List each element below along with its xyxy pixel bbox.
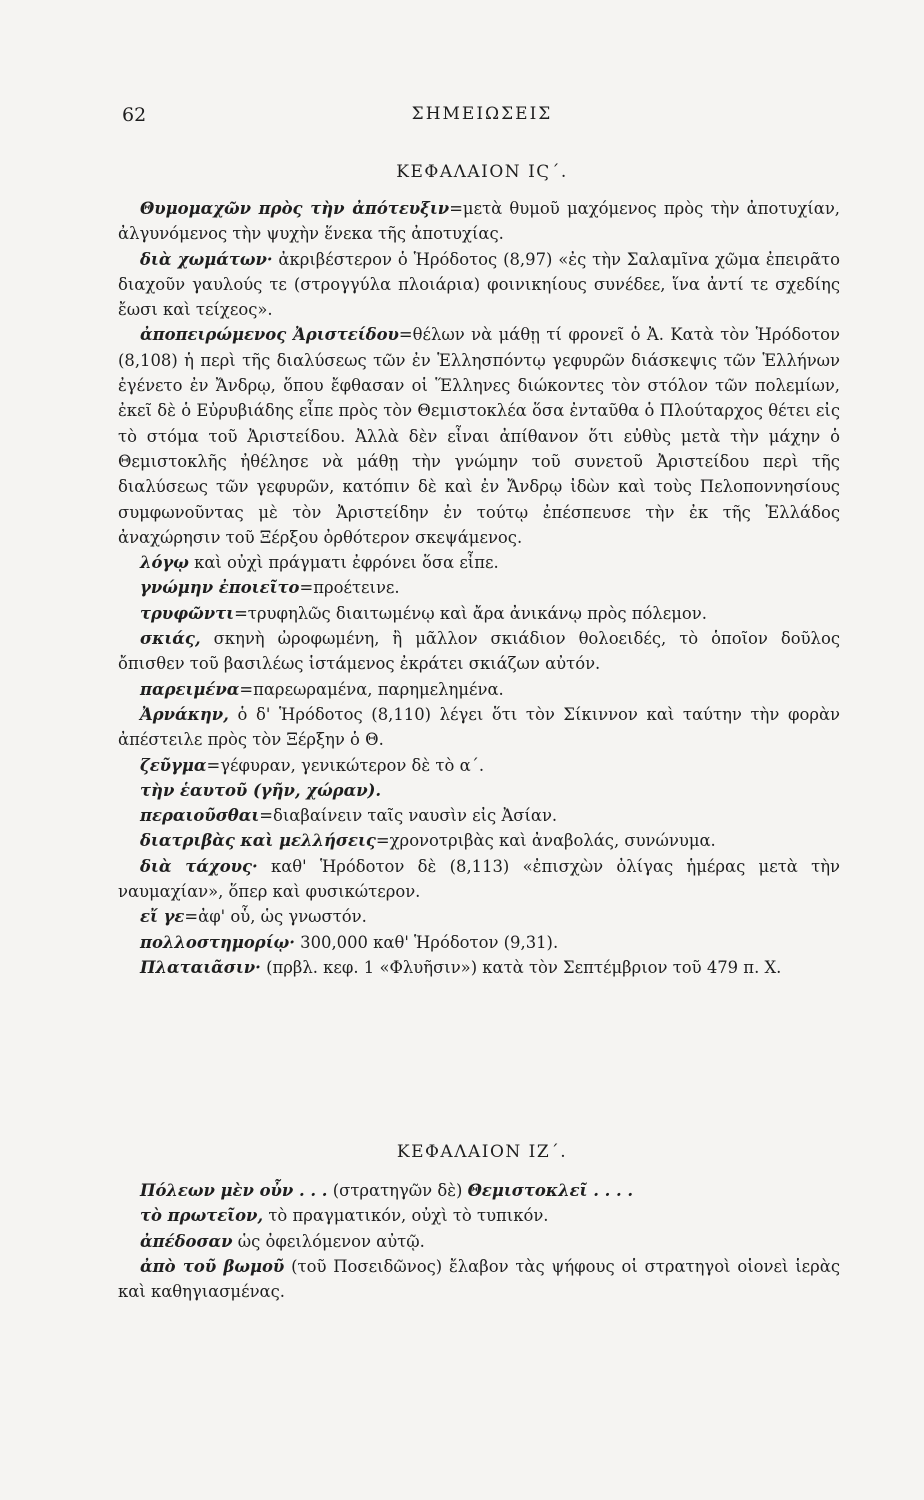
note-lemma: Θυμομαχῶν πρὸς τὴν ἀπότευξιν — [140, 199, 450, 218]
note-lemma: πολλοστημορίῳ· — [140, 932, 295, 952]
note-text: =θέλων νὰ μάθῃ τί φρονεῖ ὁ Ἀ. Κατὰ τὸν Ἡρόδοτον (8,108) ἡ περὶ τῆς διαλύσεως τῶν ἐν Ἑλλησπόντῳ γεφυρῶν διάσκεψις τῶν Ἑλλήνων ἐγένετο ἐν Ἄνδρῳ, ὅπου ἔφθασαν οἱ Ἕλληνες διώκοντες τὸν στόλον τῶν πολεμίων, ἐκεῖ δὲ ὁ Εὐρυβιάδης εἶπε πρὸς τὸν Θεμιστοκλέα ὅσα ἐνταῦθα ὁ Πλούταρχος θέτει εἰς τὸ στόμα τοῦ Ἀριστείδου. Ἀλλὰ δὲν εἶναι ἀπίθανον ὅτι εὐθὺς μετὰ τὴν μάχην ὁ Θεμιστοκλῆς ἠθέλησε νὰ μάθῃ τὴν γνώμην τοῦ συνετοῦ Ἀριστείδου περὶ τῆς διαλύσεως τῶν γεφυρῶν, κατόπιν δὲ καὶ ἐν Ἄνδρῳ ἰδὼν καὶ τοὺς Πελοποννησίους συμφωνοῦντας μὲ τὸν Ἀριστείδην ἐν τούτῳ ἐπέσπευσε τὴν ἐκ τῆς Ἑλλάδος ἀναχώρησιν τοῦ Ξέρξου ὀρθότερον σκεψάμενος. — [118, 325, 840, 547]
note-text: καθ' Ἡρόδοτον δὲ (8,113) «ἐπισχὼν ὀλίγας ἡμέρας μετὰ τὴν ναυμαχίαν», ὅπερ καὶ φυσικώτερον. — [118, 856, 840, 902]
note-entry — [118, 828, 840, 853]
note-entry — [118, 904, 840, 929]
note-entry — [118, 677, 840, 702]
note-lemma: ἀποπειρώμενος Ἀριστείδου — [140, 325, 399, 345]
note-text: =προέτεινε. — [299, 578, 400, 598]
note-entry — [118, 854, 840, 905]
note-lemma: παρειμένα — [140, 679, 240, 699]
note-lemma: ἀπέδοσαν — [140, 1231, 233, 1251]
note-entry — [118, 702, 840, 753]
note-text: (στρατηγῶν δὲ) — [327, 1181, 468, 1200]
note-entry — [118, 601, 840, 626]
note-entry — [118, 550, 840, 575]
chapter-17-notes — [118, 1178, 840, 1304]
note-lemma: ζεῦγμα — [140, 755, 207, 775]
note-text: ἀκριβέστερον ὁ Ἡρόδοτος (8,97) «ἐς τὴν Σαλαμῖνα χῶμα ἐπειρᾶτο διαχοῦν γαυλούς τε (στρογγύλα πλοιάρια) φοινικηίους συνέδεε, ἵνα ἀντί τε σχεδίης ἔωσι καὶ τείχεος». — [118, 249, 840, 320]
note-text: =γέφυραν, γενικώτερον δὲ τὸ α΄. — [206, 755, 485, 775]
note-text: ὁ δ' Ἡρόδοτος (8,110) λέγει ὅτι τὸν Σίκιννον καὶ ταύτην τὴν φορὰν ἀπέστειλε πρὸς τὸν Ξέρξην ὁ Θ. — [118, 704, 840, 750]
chapter-16-heading: ΚΕΦΑΛΑΙΟΝ ΙϚ΄. — [396, 162, 568, 182]
note-lemma: Πλαταιᾶσιν· — [140, 957, 261, 977]
note-text: (τοῦ Ποσειδῶνος) ἔλαβον τὰς ψήφους οἱ στρατηγοὶ οἱονεὶ ἱερὰς καὶ καθηγιασμένας. — [118, 1256, 840, 1302]
note-lemma: ἀπὸ τοῦ βωμοῦ — [140, 1256, 285, 1276]
note-text: =τρυφηλῶς διαιτωμένῳ καὶ ἄρα ἀνικάνῳ πρὸς πόλεμον. — [234, 603, 707, 623]
note-text: =μετὰ θυμοῦ μαχόμενος πρὸς τὴν ἀποτυχίαν, ἀλγυνόμενος τὴν ψυχὴν ἕνεκα τῆς ἀποτυχίας. — [118, 199, 840, 244]
note-text: =παρεωραμένα, παρημελημένα. — [239, 679, 504, 699]
note-entry — [118, 1178, 840, 1203]
note-entry — [118, 247, 840, 323]
note-lemma: Πόλεων μὲν οὖν . . . — [140, 1181, 328, 1200]
page-header — [122, 104, 842, 134]
note-entry — [118, 1203, 840, 1228]
note-lemma: διὰ χωμάτων· — [140, 249, 273, 269]
chapter-17-heading: ΚΕΦΑΛΑΙΟΝ ΙΖ΄. — [396, 1142, 568, 1162]
note-entry — [118, 753, 840, 778]
running-head: ΣΗΜΕΙΩΣΕΙΣ — [411, 104, 553, 124]
note-entry — [118, 196, 840, 247]
note-text: σκηνὴ ὠροφωμένη, ἢ μᾶλλον σκιάδιον θολοειδές, τὸ ὁποῖον δοῦλος ὄπισθεν τοῦ βασιλέως ἱστάμενος ἐκράτει σκιάζων αὐτόν. — [118, 629, 840, 674]
note-lemma: τὴν ἑαυτοῦ (γῆν, χώραν). — [140, 780, 382, 800]
page-number: 62 — [122, 104, 147, 126]
note-lemma: σκιάς, — [140, 629, 201, 649]
note-entry — [118, 626, 840, 677]
note-lemma-secondary: Θεμιστοκλεῖ . . . . — [467, 1181, 634, 1200]
note-lemma: διὰ τάχους· — [140, 856, 258, 876]
note-lemma: λόγῳ — [140, 553, 189, 573]
note-lemma: Ἀρνάκην, — [140, 704, 229, 724]
note-entry — [118, 803, 840, 828]
chapter-16-notes — [118, 196, 840, 980]
note-lemma: τὸ πρωτεῖον, — [140, 1206, 264, 1226]
note-text: (πρβλ. κεφ. 1 «Φλυῆσιν») κατὰ τὸν Σεπτέμβριον τοῦ 479 π. Χ. — [260, 957, 782, 977]
note-text: τὸ πραγματικόν, οὐχὶ τὸ τυπικόν. — [263, 1206, 549, 1226]
note-text: =διαβαίνειν ταῖς ναυσὶν εἰς Ἀσίαν. — [259, 806, 558, 826]
note-entry — [118, 930, 840, 955]
note-lemma: γνώμην ἐποιεῖτο — [140, 578, 300, 598]
note-text: =ἀφ' οὗ, ὡς γνωστόν. — [184, 907, 367, 927]
note-lemma: τρυφῶντι — [140, 603, 235, 623]
note-entry — [118, 575, 840, 600]
note-entry — [118, 1254, 840, 1305]
note-text: καὶ οὐχὶ πράγματι ἐφρόνει ὅσα εἶπε. — [188, 553, 499, 573]
note-lemma: εἴ γε — [140, 907, 185, 927]
note-lemma: περαιοῦσθαι — [140, 806, 260, 826]
note-text: 300,000 καθ' Ἡρόδοτον (9,31). — [294, 932, 559, 952]
note-text: =χρονοτριβὰς καὶ ἀναβολάς, συνώνυμα. — [375, 831, 716, 851]
note-entry — [118, 1229, 840, 1254]
note-entry — [118, 778, 840, 803]
note-entry — [118, 322, 840, 550]
note-lemma: διατριβὰς καὶ μελλήσεις — [140, 831, 376, 851]
note-text: ὡς ὀφειλόμενον αὐτῷ. — [232, 1231, 425, 1251]
note-entry — [118, 955, 840, 980]
